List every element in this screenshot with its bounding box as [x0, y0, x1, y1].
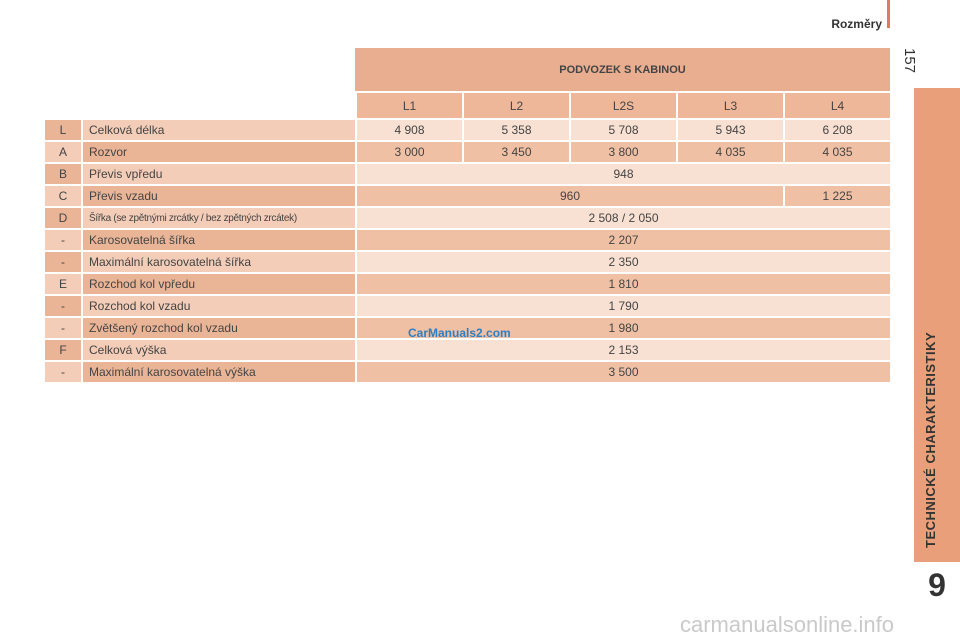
- row-value: 1 225: [783, 186, 890, 206]
- row-value: 5 708: [569, 120, 676, 140]
- row-letter: -: [45, 296, 81, 316]
- row-name: Rozchod kol vzadu: [81, 296, 355, 316]
- watermark-carmanualsonline: carmanualsonline.info: [680, 612, 895, 637]
- table-row: [45, 164, 890, 184]
- variant-header-row: [45, 93, 890, 118]
- row-name: Celková výška: [81, 340, 355, 360]
- row-value: 2 508 / 2 050: [355, 208, 890, 228]
- row-name: Celková délka: [81, 120, 355, 140]
- table-row: [45, 186, 890, 206]
- row-letter: A: [45, 142, 81, 162]
- row-name: Rozchod kol vpředu: [81, 274, 355, 294]
- row-value: 6 208: [783, 120, 890, 140]
- row-letter: -: [45, 252, 81, 272]
- header-accent-line: [887, 0, 890, 28]
- variant-l3: L3: [676, 93, 783, 118]
- row-value: 4 908: [355, 120, 462, 140]
- table-row: [45, 296, 890, 316]
- row-letter: D: [45, 208, 81, 228]
- row-value: 3 800: [569, 142, 676, 162]
- row-name: Zvětšený rozchod kol vzadu: [81, 318, 355, 338]
- row-letter: E: [45, 274, 81, 294]
- row-value: 5 358: [462, 120, 569, 140]
- row-value: 3 450: [462, 142, 569, 162]
- row-name: Šířka (se zpětnými zrcátky / bez zpětných zrcátek): [81, 208, 355, 228]
- variant-l2: L2: [462, 93, 569, 118]
- table-corner-2: [45, 93, 355, 118]
- table-corner: [45, 48, 355, 91]
- row-value: 3 500: [355, 362, 890, 382]
- row-value: 2 350: [355, 252, 890, 272]
- page-title: Rozměry: [831, 17, 882, 31]
- row-value: 960: [355, 186, 783, 206]
- page-number: 157: [901, 48, 918, 74]
- table-row: [45, 230, 890, 250]
- chapter-label: TECHNICKÉ CHARAKTERISTIKY: [923, 331, 938, 548]
- row-value: 4 035: [676, 142, 783, 162]
- row-value: 1 790: [355, 296, 890, 316]
- group-header: PODVOZEK S KABINOU: [355, 48, 890, 91]
- table-row: [45, 362, 890, 382]
- variant-l4: L4: [783, 93, 890, 118]
- row-letter: -: [45, 318, 81, 338]
- row-name: Karosovatelná šířka: [81, 230, 355, 250]
- table-row: [45, 120, 890, 140]
- row-name: Maximální karosovatelná výška: [81, 362, 355, 382]
- row-name: Maximální karosovatelná šířka: [81, 252, 355, 272]
- row-letter: F: [45, 340, 81, 360]
- row-letter: -: [45, 230, 81, 250]
- table-group-header-row: [45, 48, 890, 91]
- watermark-carmanuals2: CarManuals2.com: [408, 326, 511, 340]
- row-value: 5 943: [676, 120, 783, 140]
- row-value: 2 153: [355, 340, 890, 360]
- variant-l1: L1: [355, 93, 462, 118]
- chapter-number: 9: [914, 562, 960, 608]
- row-name: Rozvor: [81, 142, 355, 162]
- row-name: Převis vpředu: [81, 164, 355, 184]
- row-letter: -: [45, 362, 81, 382]
- table-row: [45, 274, 890, 294]
- table-row: [45, 340, 890, 360]
- table-row: [45, 142, 890, 162]
- row-value: 2 207: [355, 230, 890, 250]
- row-letter: L: [45, 120, 81, 140]
- row-letter: B: [45, 164, 81, 184]
- row-value: 4 035: [783, 142, 890, 162]
- row-letter: C: [45, 186, 81, 206]
- row-name: Převis vzadu: [81, 186, 355, 206]
- row-value: 948: [355, 164, 890, 184]
- row-value: 1 810: [355, 274, 890, 294]
- row-value: 1 980: [355, 318, 890, 338]
- table-row: [45, 252, 890, 272]
- table-row: [45, 208, 890, 228]
- row-value: 3 000: [355, 142, 462, 162]
- variant-l2s: L2S: [569, 93, 676, 118]
